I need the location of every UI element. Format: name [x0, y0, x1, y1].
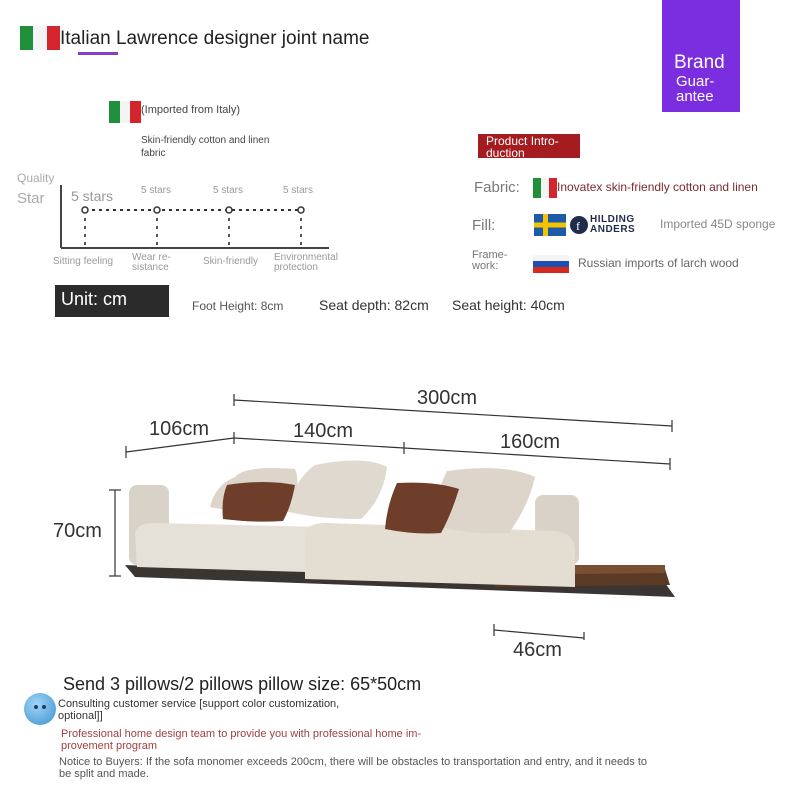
brand-guarantee-badge [662, 0, 740, 112]
title-underline [78, 52, 118, 55]
total-width-label: 300cm [417, 387, 478, 409]
rating-point [82, 207, 88, 213]
rating-label: Sitting feeling [53, 256, 114, 267]
right-width-label: 160cm [500, 431, 561, 453]
imported-text: (Imported from Italy) [141, 104, 241, 116]
rating-value: 5 stars [283, 185, 314, 196]
italy-flag-icon [533, 178, 557, 198]
customer-service-avatar-icon [24, 693, 56, 725]
rating-value: 5 stars [213, 185, 244, 196]
brand-label: Brand [674, 52, 725, 73]
product-intro-badge: Product Intro- duction [478, 134, 580, 158]
rating-value: 5 stars [141, 185, 172, 196]
rating-point [154, 207, 160, 213]
russia-flag-icon [533, 255, 569, 273]
fill-key: Fill: [472, 217, 496, 234]
design-team-text: Professional home design team to provide you with professional home im- provement program [61, 728, 422, 752]
foot-height-spec: Foot Height: 8cm [192, 299, 284, 313]
fabric-value: Inovatex skin-friendly cotton and linen [557, 180, 758, 194]
unit-label: Unit: cm [55, 285, 169, 317]
rating-label: Wear re- sistance [132, 252, 171, 273]
hilding-anders-logo-icon [569, 214, 589, 236]
rating-point [226, 207, 232, 213]
notice-text: Notice to Buyers: If the sofa monomer exceeds 200cm, there will be obstacles to transportation and entry, and it needs to be split and made. [59, 756, 648, 780]
rating-point [298, 207, 304, 213]
left-width-label: 106cm [149, 418, 210, 440]
consult-text: Consulting customer service [support color customization, optional]] [58, 698, 340, 722]
height-label: 70cm [53, 520, 102, 542]
rating-label: Environmental protection [274, 252, 338, 273]
star-label: Star [17, 190, 45, 207]
framework-value: Russian imports of larch wood [578, 256, 739, 270]
quality-label: Quality [17, 171, 55, 185]
framework-key: Frame- work: [472, 249, 508, 272]
rating-label: Skin-friendly [203, 256, 259, 267]
svg-text:f: f [576, 219, 580, 233]
italy-flag-icon [109, 101, 141, 123]
fabric-key: Fabric: [474, 179, 520, 196]
middle-width-label: 140cm [293, 420, 354, 442]
guarantee-label: Guar- antee [676, 73, 715, 105]
fill-value: Imported 45D sponge [660, 217, 776, 231]
sofa-image [115, 455, 685, 625]
seat-depth-spec: Seat depth: 82cm [319, 297, 429, 313]
page-title: Italian Lawrence designer joint name [60, 28, 370, 49]
sweden-flag-icon [534, 214, 566, 236]
fill-brand-logo-text: HILDING ANDERS [590, 214, 636, 235]
fabric-description: Skin-friendly cotton and linen fabric [141, 135, 270, 159]
rating-value: 5 stars [71, 188, 114, 204]
pillows-text: Send 3 pillows/2 pillows pillow size: 65*50cm [63, 674, 422, 694]
italy-flag-icon [20, 26, 60, 50]
table-width-label: 46cm [513, 639, 562, 661]
seat-height-spec: Seat height: 40cm [452, 297, 565, 313]
